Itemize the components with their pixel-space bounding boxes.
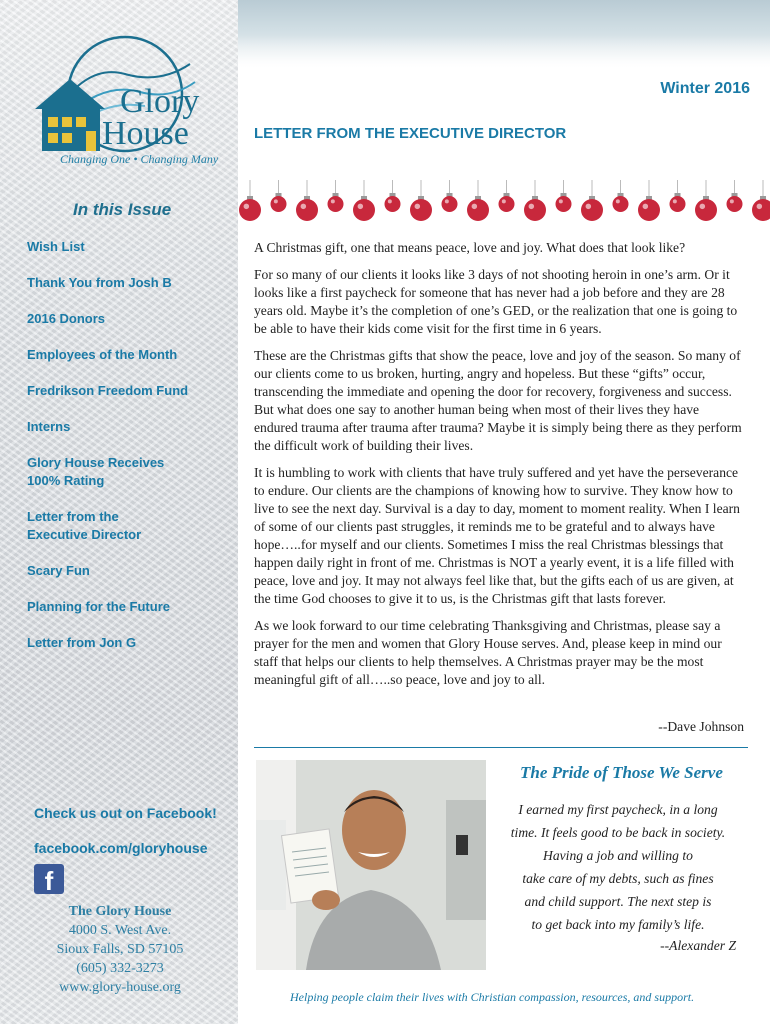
ornament-highlight [301, 204, 307, 210]
ornament-highlight [643, 204, 649, 210]
address-street: 4000 S. West Ave. [68, 923, 172, 938]
christmas-ornaments-banner [238, 180, 770, 228]
ornament-highlight [529, 204, 535, 210]
toc-item-donors[interactable]: 2016 Donors [27, 311, 106, 326]
toc-item-thank-you[interactable]: Thank You from Josh B [27, 275, 172, 290]
ornament-highlight [757, 204, 763, 210]
ornament-ball [499, 196, 515, 212]
ornament-ball [695, 199, 717, 221]
toc-item-rating[interactable]: Glory House Receives 100% Rating [27, 455, 165, 488]
ornament-ball [670, 196, 686, 212]
toc-item-interns[interactable]: Interns [27, 419, 71, 434]
ornament-highlight [700, 204, 706, 210]
ornament-highlight [730, 199, 734, 203]
ornament-ball [524, 199, 546, 221]
ornament-highlight [472, 204, 478, 210]
ornament-ball [638, 199, 660, 221]
client-photo [256, 760, 486, 970]
ornament-highlight [673, 199, 677, 203]
contact-address [30, 902, 210, 997]
letter-paragraph: A Christmas gift, one that means peace, love and joy. What does that look like? [254, 240, 686, 255]
ornament-ball [581, 199, 603, 221]
facebook-heading: Check us out on Facebook! [34, 805, 217, 821]
ornament-ball [328, 196, 344, 212]
ornament-ball [613, 196, 629, 212]
address-city: Sioux Falls, SD 57105 [56, 942, 184, 957]
issue-season: Winter 2016 [660, 80, 750, 97]
ornament-highlight [616, 199, 620, 203]
ornament-highlight [586, 204, 592, 210]
ornament-ball [467, 199, 489, 221]
logo-name-line1: Glory [120, 83, 200, 120]
letter-body [254, 239, 744, 698]
ornament-highlight [274, 199, 278, 203]
ornament-highlight [559, 199, 563, 203]
address-org: The Glory House [68, 904, 172, 919]
ornament-ball [727, 196, 743, 212]
toc-item-employees[interactable]: Employees of the Month [27, 347, 178, 362]
ornament-ball [385, 196, 401, 212]
ornament-ball [442, 196, 458, 212]
toc-item-letter-jon[interactable]: Letter from Jon G [27, 635, 137, 650]
ornament-ball [556, 196, 572, 212]
header-winter-photo [238, 0, 770, 70]
footer-tagline: Helping people claim their lives with Christian compassion, resources, and support. [290, 990, 695, 1004]
table-of-contents [27, 238, 227, 670]
ornament-ball [239, 199, 261, 221]
ornament-ball [353, 199, 375, 221]
letter-paragraph: As we look forward to our time celebrating Thanksgiving and Christmas, please say a prayer for the men and women that Glory House serves. And, please keep in mind our staff that helps our clients to help themselves. A Christmas prayer may be the most meaningful gift of all…..so peace, love and joy to all. [254, 618, 722, 687]
facebook-link[interactable]: facebook.com/gloryhouse [34, 840, 208, 856]
ornament-highlight [331, 199, 335, 203]
quote-line: time. It feels good to be back in society. [510, 825, 726, 840]
ornament-ball [752, 199, 770, 221]
ornament-ball [410, 199, 432, 221]
address-phone: (605) 332-3273 [76, 961, 164, 976]
letter-signature: --Dave Johnson [658, 719, 744, 734]
facebook-icon[interactable]: f [34, 864, 64, 894]
section-divider [254, 747, 748, 748]
sidebar [0, 0, 238, 1024]
toc-item-scary-fun[interactable]: Scary Fun [27, 563, 90, 578]
quote-line: and child support. The next step is [524, 894, 712, 909]
logo-tagline: Changing One • Changing Many [60, 152, 219, 166]
letter-paragraph: It is humbling to work with clients that have truly suffered and yet have the perseverance to endure. Our clients are the champions of knowing how to survive. They know how to live to see the next day. Survival is a day to day, moment to moment reality. When I learn of some of our clients past struggles, it reminds me to be grateful and to always have hope…..for myself and our clients. Sometimes I miss the real Christmas blessings that happen daily right in front of me. Christmas is NOT a yearly event, it is a life filled with peace, love and joy. It may not always feel like that, but the gifts each of us are given, at the time God chooses to give it to us, is the Christmas gift that lasts forever. [254, 465, 740, 606]
letter-heading: LETTER FROM THE EXECUTIVE DIRECTOR [254, 125, 567, 142]
pride-heading: The Pride of Those We Serve [520, 763, 723, 782]
quote-line: I earned my first paycheck, in a long [518, 802, 718, 817]
ornament-highlight [358, 204, 364, 210]
ornament-highlight [445, 199, 449, 203]
quote-author: --Alexander Z [660, 938, 736, 953]
client-photo-illustration [256, 760, 486, 970]
quote-line: Having a job and willing to [543, 848, 693, 863]
in-this-issue-heading: In this Issue [73, 200, 172, 219]
toc-item-fredrikson[interactable]: Fredrikson Freedom Fund [27, 383, 189, 398]
letter-paragraph: For so many of our clients it looks like 3 days of not shooting heroin in one’s arm. Or it looks like a first paycheck for someone that has never had a job before and they are 28 years old. Maybe it’s the completion of one’s GED, or the realization that one is going to be able to have their kids come visit for the first time in 6 years. [254, 267, 738, 336]
ornament-ball [271, 196, 287, 212]
ornament-ball [296, 199, 318, 221]
toc-item-planning[interactable]: Planning for the Future [27, 599, 170, 614]
quote-line: take care of my debts, such as fines [522, 871, 714, 886]
client-quote [498, 798, 738, 936]
logo-name-line2: House [102, 115, 189, 152]
ornament-highlight [388, 199, 392, 203]
ornament-highlight [502, 199, 506, 203]
quote-line: to get back into my family’s life. [531, 917, 705, 932]
toc-item-wish-list[interactable]: Wish List [27, 239, 85, 254]
toc-item-letter-director[interactable]: Letter from the Executive Director [27, 509, 142, 542]
ornament-highlight [244, 204, 250, 210]
ornament-highlight [415, 204, 421, 210]
letter-paragraph: These are the Christmas gifts that show the peace, love and joy of the season. So many of our clients come to us broken, hurting, angry and hopeless. But these “gifts” occur, transcending the immediate and opening the door for recovery, forgiveness and success. But what does one say to another human being when most of their lives they have endured trauma after trauma after trauma? Maybe it is simply being there as they perform the difficult work of building their lives. [254, 348, 742, 453]
address-website[interactable]: www.glory-house.org [59, 980, 181, 995]
